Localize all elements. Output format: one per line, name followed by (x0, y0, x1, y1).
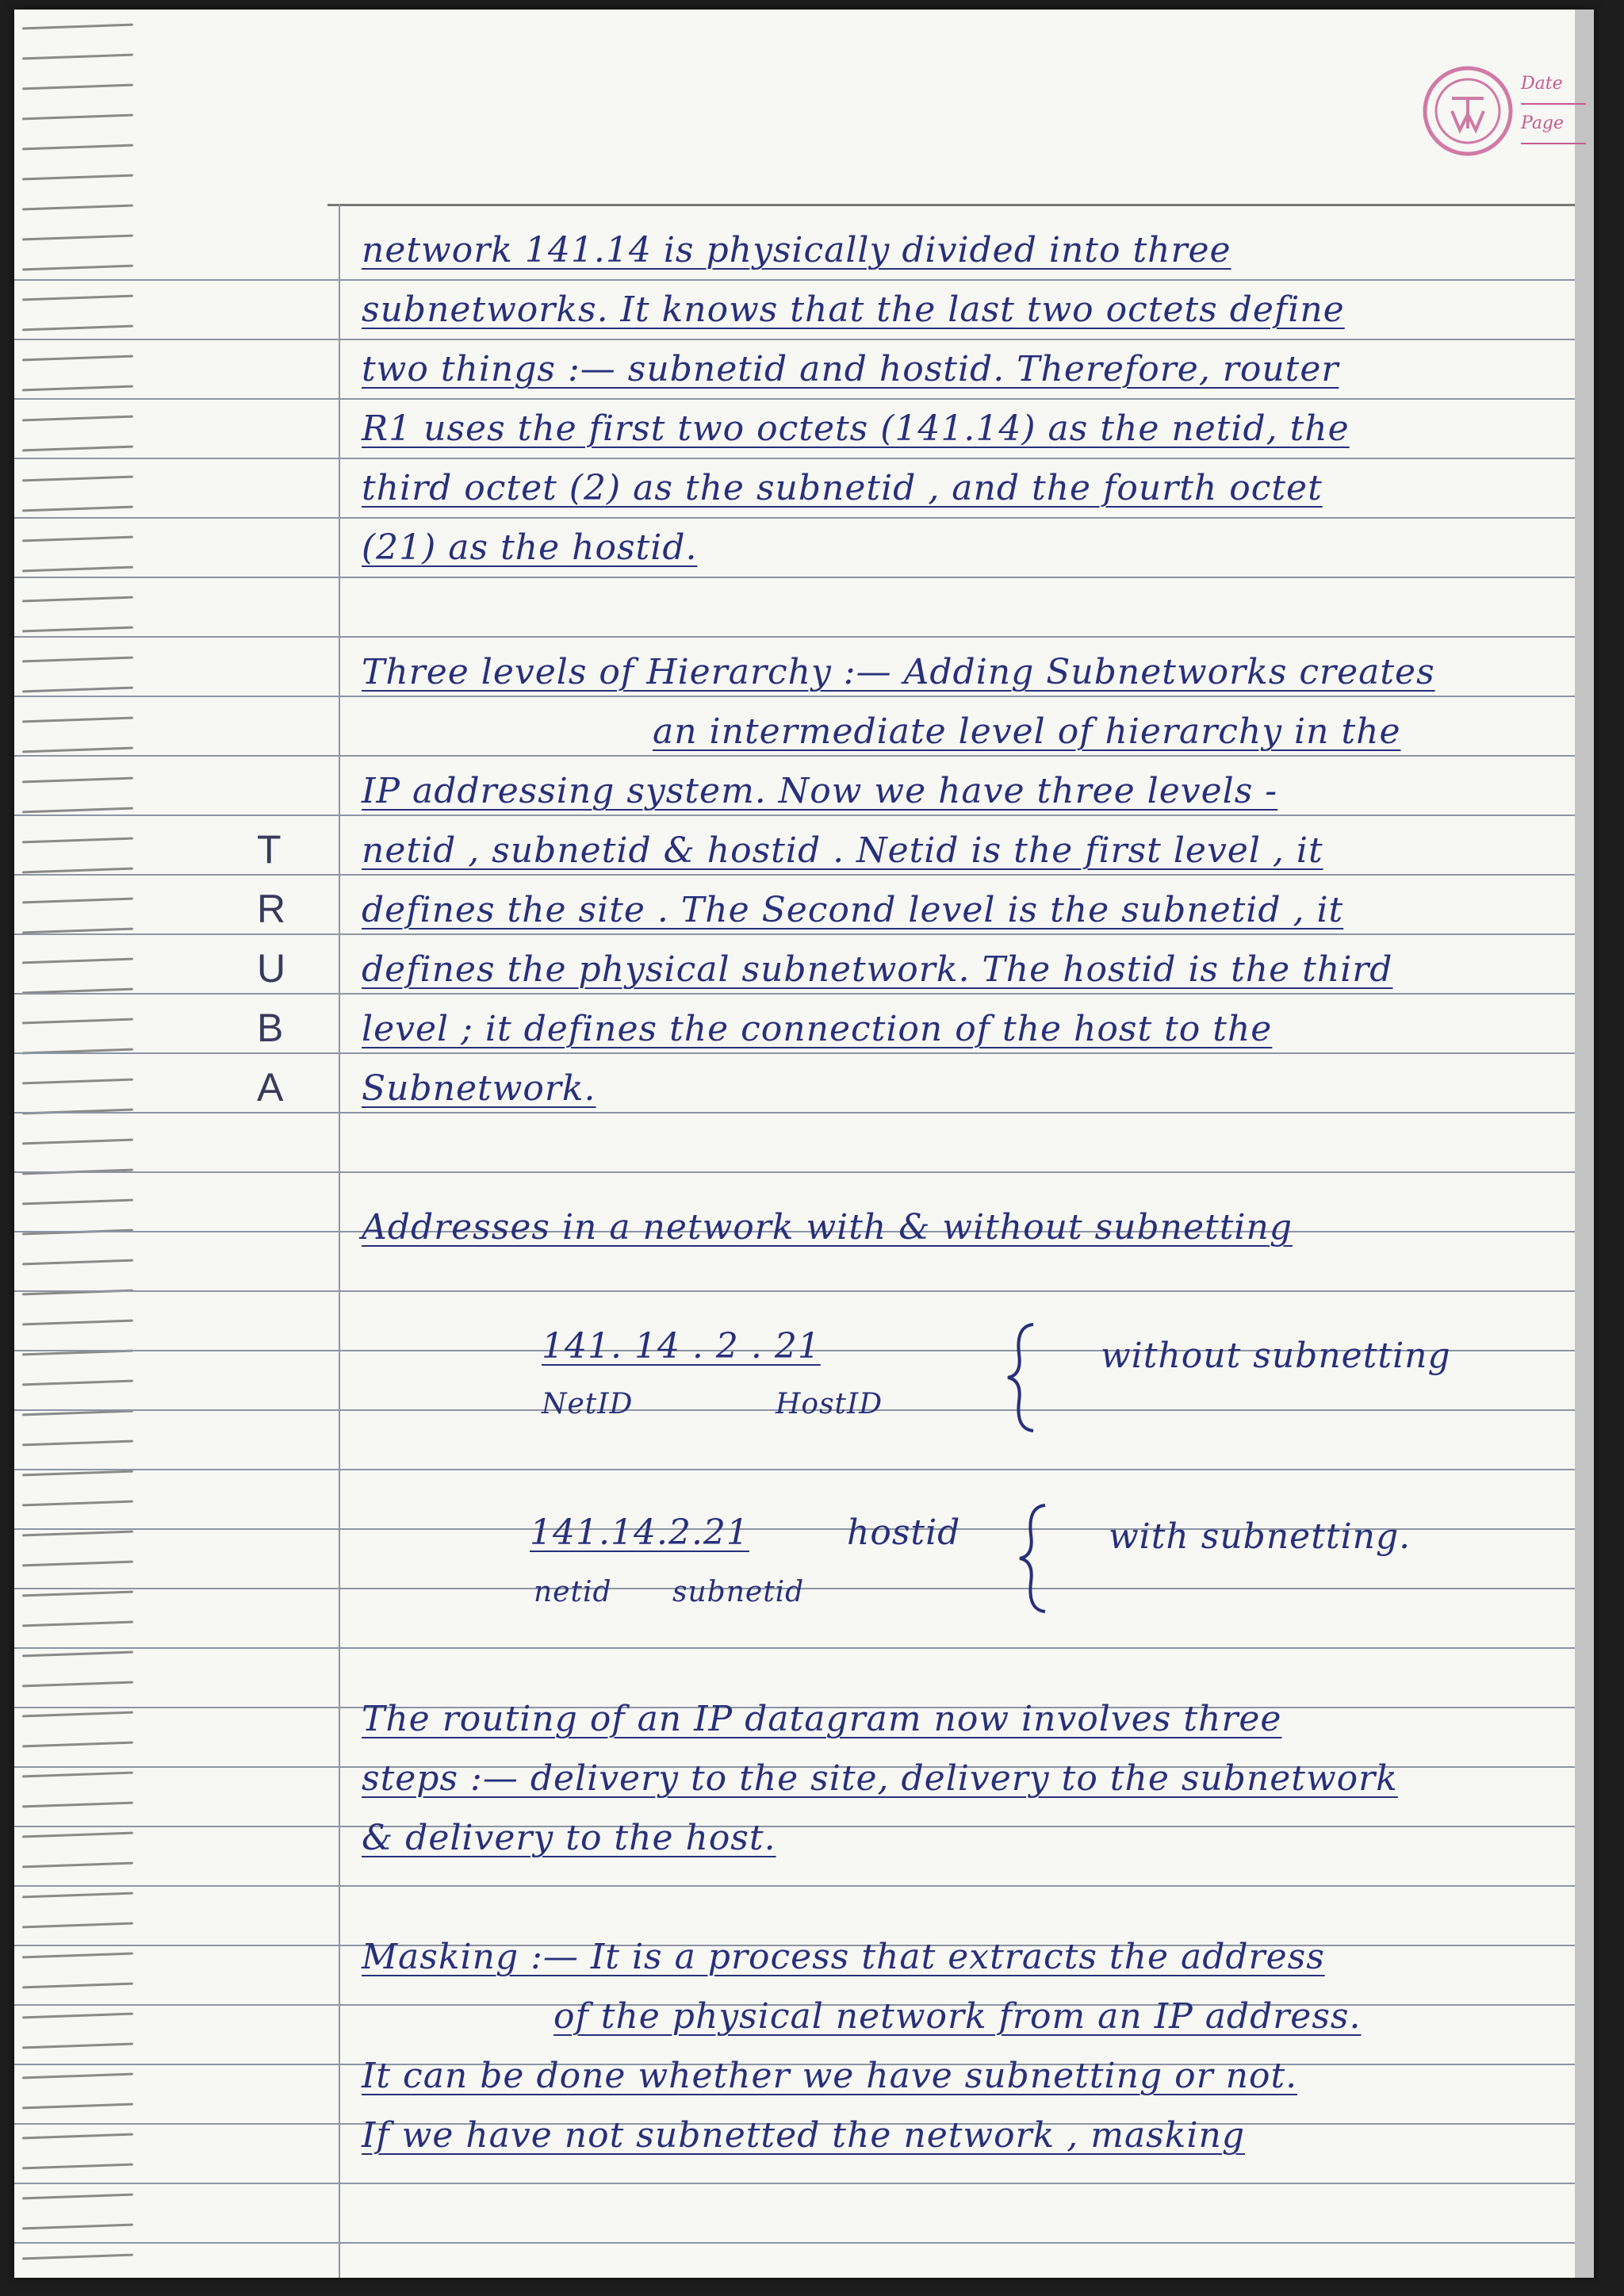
binding-tick (22, 1561, 133, 1567)
binding-tick (22, 325, 133, 332)
binding-tick (22, 295, 133, 301)
binding-tick (22, 2103, 133, 2110)
para2-heading: Three levels of Hierarchy :— Adding Subnetworks creates (362, 652, 1435, 692)
binding-tick (22, 2224, 133, 2230)
para5-heading: Masking :— It is a process that extracts the address (362, 1937, 1325, 1977)
ruled-line (14, 874, 1594, 876)
para1-line-4: R1 uses the first two octets (141.14) as the netid, the (362, 408, 1350, 449)
example2-subnetid-label: subnetid (672, 1576, 805, 1608)
binding-tick (22, 1591, 133, 1597)
binding-tick (22, 807, 133, 814)
ruled-line (14, 1290, 1594, 1292)
binding-tick (22, 205, 133, 211)
para1-line-6: (21) as the hostid. (362, 527, 698, 568)
date-label: Date (1521, 65, 1586, 105)
example2-hostid: hostid (847, 1512, 961, 1553)
binding-tick (22, 1470, 133, 1477)
binding-tick (22, 2043, 133, 2049)
para5-line-2: It can be done whether we have subnetting or not. (362, 2056, 1298, 2096)
ruled-line (14, 398, 1594, 400)
ruled-line (14, 755, 1594, 757)
para2-line-1: an intermediate level of hierarchy in the (653, 711, 1401, 752)
para4-line-1: The routing of an IP datagram now involves three (362, 1699, 1282, 1739)
ruled-line (14, 2242, 1594, 2244)
binding-tick (22, 2073, 133, 2079)
para5-line-3: If we have not subnetted the network , masking (362, 2115, 1245, 2156)
binding-tick (22, 114, 133, 121)
binding-tick (22, 2133, 133, 2140)
binding-tick (22, 838, 133, 844)
binding-tick (22, 1501, 133, 1507)
ruled-line (14, 1171, 1594, 1173)
ruled-line (14, 517, 1594, 519)
binding-tick (22, 235, 133, 241)
binding-tick (22, 1742, 133, 1748)
example2-netid-label: netid (534, 1576, 612, 1608)
brace-icon-2 (1013, 1499, 1061, 1618)
binding-tick (22, 2164, 133, 2170)
top-rule (327, 204, 1586, 206)
binding-tick (22, 1199, 133, 1205)
brace-icon-1 (1002, 1318, 1049, 1437)
binding-tick (22, 265, 133, 271)
para2-line-3: netid , subnetid & hostid . Netid is the first level , it (362, 830, 1323, 871)
ruled-line (14, 696, 1594, 697)
ruled-line (14, 1052, 1594, 1054)
binding-tick (22, 2194, 133, 2200)
binding-tick (22, 958, 133, 964)
binding-tick (22, 24, 133, 30)
para2-line-4: defines the site . The Second level is the subnetid , it (362, 890, 1344, 930)
para2-line-5: defines the physical subnetwork. The hostid is the third (362, 949, 1393, 990)
binding-tick (22, 1139, 133, 1145)
ruled-line (14, 2183, 1594, 2184)
binding-tick (22, 1862, 133, 1869)
binding-tick (22, 385, 133, 392)
example2-note: with subnetting. (1109, 1516, 1411, 1557)
ruled-line (14, 993, 1594, 995)
example1-netid-label: NetID (542, 1388, 634, 1420)
binding-tick (22, 627, 133, 633)
example1-address: 141. 14 . 2 . 21 (542, 1326, 821, 1366)
margin-letter-a: A (257, 1065, 284, 1110)
margin-letter-u: U (257, 946, 286, 991)
margin-line (339, 204, 340, 2278)
binding-tick (22, 596, 133, 603)
margin-letter-r: R (257, 887, 286, 931)
ruled-line (14, 279, 1594, 281)
page-label: Page (1521, 105, 1586, 144)
binding-tick (22, 1320, 133, 1326)
binding-tick (22, 1380, 133, 1386)
margin-letter-t: T (257, 827, 282, 872)
binding-tick (22, 1531, 133, 1537)
binding-tick (22, 1440, 133, 1447)
para1-line-1: network 141.14 is physically divided into three (362, 230, 1231, 270)
para1-line-5: third octet (2) as the subnetid , and the fourth octet (362, 468, 1323, 508)
example1-note: without subnetting (1101, 1336, 1451, 1376)
para1-line-2: subnetworks. It knows that the last two octets define (362, 289, 1345, 330)
binding-tick (22, 1802, 133, 1808)
binding-tick (22, 1922, 133, 1929)
binding-tick (22, 1018, 133, 1025)
notebook-page (14, 10, 1594, 2278)
binding-tick (22, 747, 133, 753)
binding-tick (22, 416, 133, 422)
ruled-line (14, 815, 1594, 816)
para2-line-2: IP addressing system. Now we have three levels - (362, 771, 1278, 811)
ruled-line (14, 1469, 1594, 1470)
ruled-line (14, 1647, 1594, 1649)
binding-tick (22, 1079, 133, 1085)
binding-tick (22, 868, 133, 874)
ruled-line (14, 1826, 1594, 1827)
binding-tick (22, 536, 133, 542)
margin-letter-b: B (257, 1006, 284, 1050)
ruled-line (14, 577, 1594, 578)
ruled-line (14, 636, 1594, 638)
binding-tick (22, 355, 133, 362)
para2-line-7: Subnetwork. (362, 1068, 596, 1109)
date-page-box (1521, 65, 1586, 144)
binding-tick (22, 1832, 133, 1838)
ruled-line (14, 458, 1594, 459)
binding-tick (22, 657, 133, 663)
binding-tick (22, 2254, 133, 2260)
binding-tick (22, 446, 133, 452)
binding-tick (22, 506, 133, 512)
example1-hostid-label: HostID (776, 1388, 883, 1420)
binding-tick (22, 898, 133, 904)
binding-tick (22, 476, 133, 482)
binding-tick (22, 1681, 133, 1688)
page-edge (1575, 10, 1594, 2278)
binding-tick (22, 1892, 133, 1899)
binding-tick (22, 174, 133, 181)
binding-tick (22, 566, 133, 573)
binding-tick (22, 1711, 133, 1718)
brand-logo-icon (1420, 63, 1515, 159)
spiral-binding (14, 10, 157, 2278)
binding-tick (22, 1259, 133, 1266)
para4-line-2: steps :— delivery to the site, delivery to the subnetwork (362, 1758, 1398, 1799)
binding-tick (22, 1621, 133, 1627)
para5-line-1: of the physical network from an IP address. (553, 1996, 1362, 2037)
binding-tick (22, 1983, 133, 1989)
section3-heading: Addresses in a network with & without subnetting (362, 1207, 1293, 1248)
para4-line-3: & delivery to the host. (362, 1818, 776, 1858)
binding-tick (22, 2013, 133, 2019)
binding-tick (22, 777, 133, 784)
binding-tick (22, 1651, 133, 1658)
ruled-line (14, 1112, 1594, 1114)
binding-tick (22, 717, 133, 723)
example2-address: 141.14.2.21 (530, 1512, 749, 1553)
binding-tick (22, 144, 133, 151)
binding-tick (22, 1953, 133, 1959)
binding-tick (22, 84, 133, 90)
binding-tick (22, 1772, 133, 1778)
ruled-line (14, 933, 1594, 935)
para1-line-3: two things :— subnetid and hostid. Therefore, router (362, 349, 1339, 389)
ruled-line (14, 339, 1594, 340)
ruled-line (14, 1885, 1594, 1887)
binding-tick (22, 54, 133, 60)
binding-tick (22, 687, 133, 693)
para2-line-6: level ; it defines the connection of the host to the (362, 1009, 1273, 1049)
